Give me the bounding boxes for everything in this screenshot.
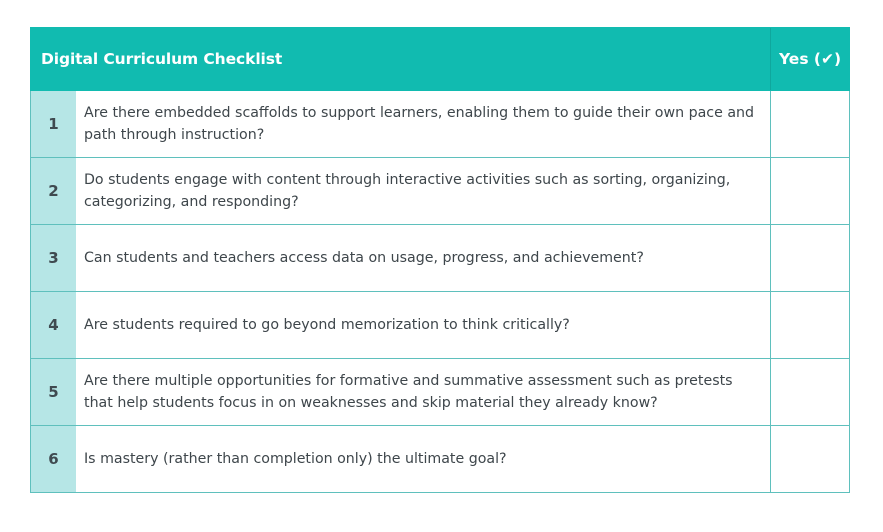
table-row: [30, 359, 850, 426]
row-question: Do students engage with content through interactive activities such as sorting, organizing, categorizing, and responding?: [76, 158, 771, 224]
table-row: [30, 158, 850, 225]
row-number: 3: [31, 225, 76, 291]
row-question: Is mastery (rather than completion only) the ultimate goal?: [76, 426, 771, 492]
table-row: [30, 225, 850, 292]
table-row: [30, 292, 850, 359]
row-number: 1: [31, 91, 76, 157]
table-header: [30, 27, 850, 91]
yes-column-header: Yes (✔): [770, 28, 849, 90]
row-number: 2: [31, 158, 76, 224]
row-question: Are there embedded scaffolds to support learners, enabling them to guide their own pace and path through instruction?: [76, 91, 771, 157]
table-row: [30, 91, 850, 158]
row-number: 4: [31, 292, 76, 358]
row-number: 5: [31, 359, 76, 425]
yes-checkbox-cell[interactable]: [771, 91, 849, 157]
yes-checkbox-cell[interactable]: [771, 225, 849, 291]
yes-checkbox-cell[interactable]: [771, 158, 849, 224]
row-question: Are there multiple opportunities for formative and summative assessment such as pretests that help students focus in on weaknesses and skip material they already know?: [76, 359, 771, 425]
yes-checkbox-cell[interactable]: [771, 359, 849, 425]
curriculum-checklist-table: [30, 27, 850, 491]
row-question: Are students required to go beyond memorization to think critically?: [76, 292, 771, 358]
yes-checkbox-cell[interactable]: [771, 426, 849, 492]
table-row: [30, 426, 850, 493]
row-question: Can students and teachers access data on usage, progress, and achievement?: [76, 225, 771, 291]
yes-checkbox-cell[interactable]: [771, 292, 849, 358]
row-number: 6: [31, 426, 76, 492]
table-title: Digital Curriculum Checklist: [41, 50, 283, 68]
